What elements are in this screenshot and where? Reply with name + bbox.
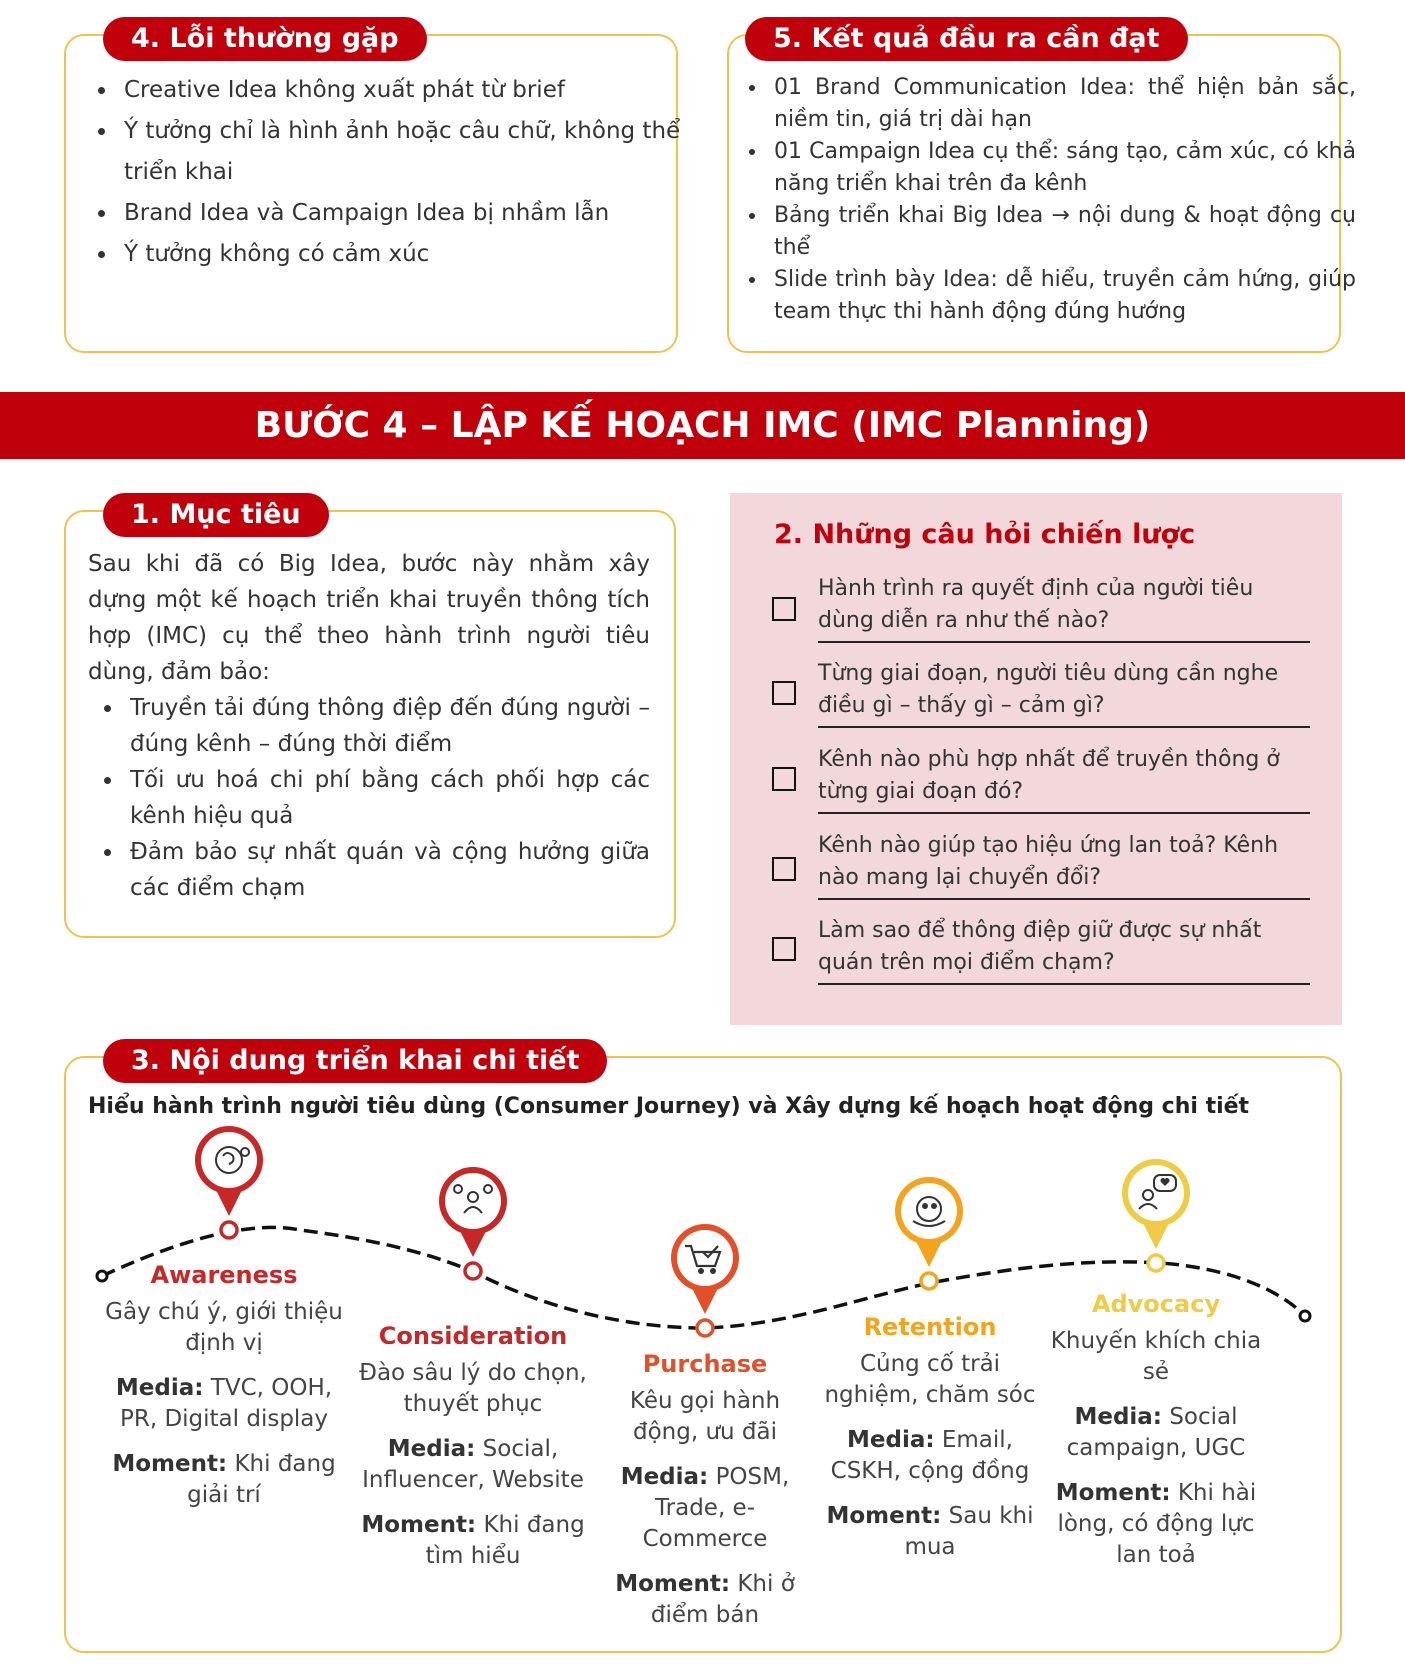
question-text: Từng giai đoạn, người tiêu dùng cần nghe điều gì – thấy gì – cảm gì? (818, 658, 1310, 728)
question-checkbox[interactable] (772, 767, 796, 791)
media-value: POSM, Trade, e-Commerce (642, 1464, 790, 1552)
list-item: • Bảng triển khai Big Idea → nội dung & hoạt động cụ thể (768, 200, 1356, 264)
media-label: Media: (387, 1436, 476, 1462)
media-label: Media: (620, 1464, 709, 1490)
media-value: Social, Influencer, Website (362, 1436, 584, 1493)
stage-consideration (358, 1321, 588, 1586)
question-checkbox[interactable] (772, 857, 796, 881)
list-item: • Brand Idea và Campaign Idea bị nhầm lẫn (118, 193, 688, 234)
list-item: • Ý tưởng chỉ là hình ảnh hoặc câu chữ, không thể triển khai (118, 111, 688, 193)
strategic-questions-panel (730, 493, 1342, 1025)
moment-value: Khi ở điểm bán (650, 1571, 795, 1628)
objective-intro: Sau khi đã có Big Idea, bước này nhằm xây dựng một kế hoạch triển khai truyền thông tích hợp (IMC) cụ thể theo hành trình người tiêu dùng, đảm bảo: (88, 551, 650, 685)
stage-moment (102, 1449, 346, 1511)
question-text: Hành trình ra quyết định của người tiêu dùng diễn ra như thế nào? (818, 573, 1310, 643)
stage-name: Awareness (150, 1261, 298, 1289)
stage-retention (816, 1312, 1044, 1577)
stage-advocacy (1042, 1289, 1270, 1585)
moment-label: Moment: (112, 1451, 228, 1477)
moment-label: Moment: (615, 1571, 731, 1597)
media-value: Social campaign, UGC (1066, 1404, 1246, 1461)
stage-media (600, 1462, 810, 1555)
stage-purchase (600, 1349, 810, 1645)
outputs-title: 5. Kết quả đầu ra cần đạt (745, 17, 1188, 61)
moment-value: Sau khi mua (904, 1503, 1034, 1560)
stage-name: Purchase (642, 1350, 768, 1378)
media-label: Media: (847, 1427, 935, 1453)
list-item: • Tối ưu hoá chi phí bằng cách phối hợp các kênh hiệu quả (124, 762, 650, 834)
stage-description: Gây chú ý, giới thiệu định vị (105, 1299, 343, 1356)
media-value: Email, CSKH, cộng đồng (830, 1427, 1030, 1484)
question-text: Kênh nào phù hợp nhất để truyền thông ở từng giai đoạn đó? (818, 744, 1310, 814)
question-checkbox[interactable] (772, 937, 796, 961)
stage-media (1042, 1402, 1270, 1464)
stage-name: Retention (863, 1313, 997, 1341)
moment-label: Moment: (1055, 1480, 1171, 1506)
moment-label: Moment: (826, 1503, 942, 1529)
question-checkbox[interactable] (772, 681, 796, 705)
stage-media (102, 1373, 346, 1435)
stage-media (358, 1434, 588, 1496)
step-banner: BƯỚC 4 – LẬP KẾ HOẠCH IMC (IMC Planning) (0, 392, 1405, 459)
stage-description: Kêu gọi hành động, ưu đãi (629, 1388, 781, 1445)
objective-title: 1. Mục tiêu (103, 493, 329, 537)
question-text: Làm sao để thông điệp giữ được sự nhất quán trên mọi điểm chạm? (818, 915, 1310, 985)
common-errors-title: 4. Lỗi thường gặp (103, 17, 427, 61)
details-title: 3. Nội dung triển khai chi tiết (103, 1039, 607, 1083)
moment-value: Khi đang giải trí (187, 1451, 336, 1508)
list-item: • 01 Campaign Idea cụ thể: sáng tạo, cảm xúc, có khả năng triển khai trên đa kênh (768, 136, 1356, 200)
stage-moment (816, 1501, 1044, 1563)
media-label: Media: (1074, 1404, 1163, 1430)
outputs-list (740, 72, 1356, 328)
stage-moment (1042, 1478, 1270, 1571)
stage-moment (600, 1569, 810, 1631)
stage-moment (358, 1510, 588, 1572)
list-item: • Đảm bảo sự nhất quán và cộng hưởng giữa các điểm chạm (124, 834, 650, 906)
details-subtitle: Hiểu hành trình người tiêu dùng (Consumer Journey) và Xây dựng kế hoạch hoạt động chi tiết (88, 1094, 1250, 1119)
list-item: • 01 Brand Communication Idea: thể hiện bản sắc, niềm tin, giá trị dài hạn (768, 72, 1356, 136)
question-text: Kênh nào giúp tạo hiệu ứng lan toả? Kênh nào mang lại chuyển đổi? (818, 830, 1310, 900)
list-item: • Slide trình bày Idea: dễ hiểu, truyền cảm hứng, giúp team thực thi hành động đúng hướng (768, 264, 1356, 328)
objective-content (88, 546, 650, 906)
list-item: • Ý tưởng không có cảm xúc (118, 234, 688, 275)
moment-value: Khi đang tìm hiểu (425, 1512, 585, 1569)
media-label: Media: (115, 1375, 204, 1401)
question-checkbox[interactable] (772, 597, 796, 621)
stage-media (816, 1425, 1044, 1487)
list-item: • Creative Idea không xuất phát từ brief (118, 70, 688, 111)
common-errors-list (90, 70, 688, 275)
strategic-questions-title: 2. Những câu hỏi chiến lược (774, 519, 1196, 550)
moment-label: Moment: (361, 1512, 477, 1538)
stage-name: Advocacy (1091, 1290, 1221, 1318)
stage-description: Củng cố trải nghiệm, chăm sóc (824, 1351, 1036, 1408)
stage-description: Khuyến khích chia sẻ (1050, 1328, 1262, 1385)
list-item: • Truyền tải đúng thông điệp đến đúng người – đúng kênh – đúng thời điểm (124, 690, 650, 762)
stage-description: Đào sâu lý do chọn, thuyết phục (359, 1360, 587, 1417)
objective-list (88, 690, 650, 906)
moment-value: Khi hài lòng, có động lực lan toả (1057, 1480, 1257, 1568)
stage-awareness (102, 1260, 346, 1525)
media-value: TVC, OOH, PR, Digital display (119, 1375, 333, 1432)
stage-name: Consideration (378, 1322, 568, 1350)
